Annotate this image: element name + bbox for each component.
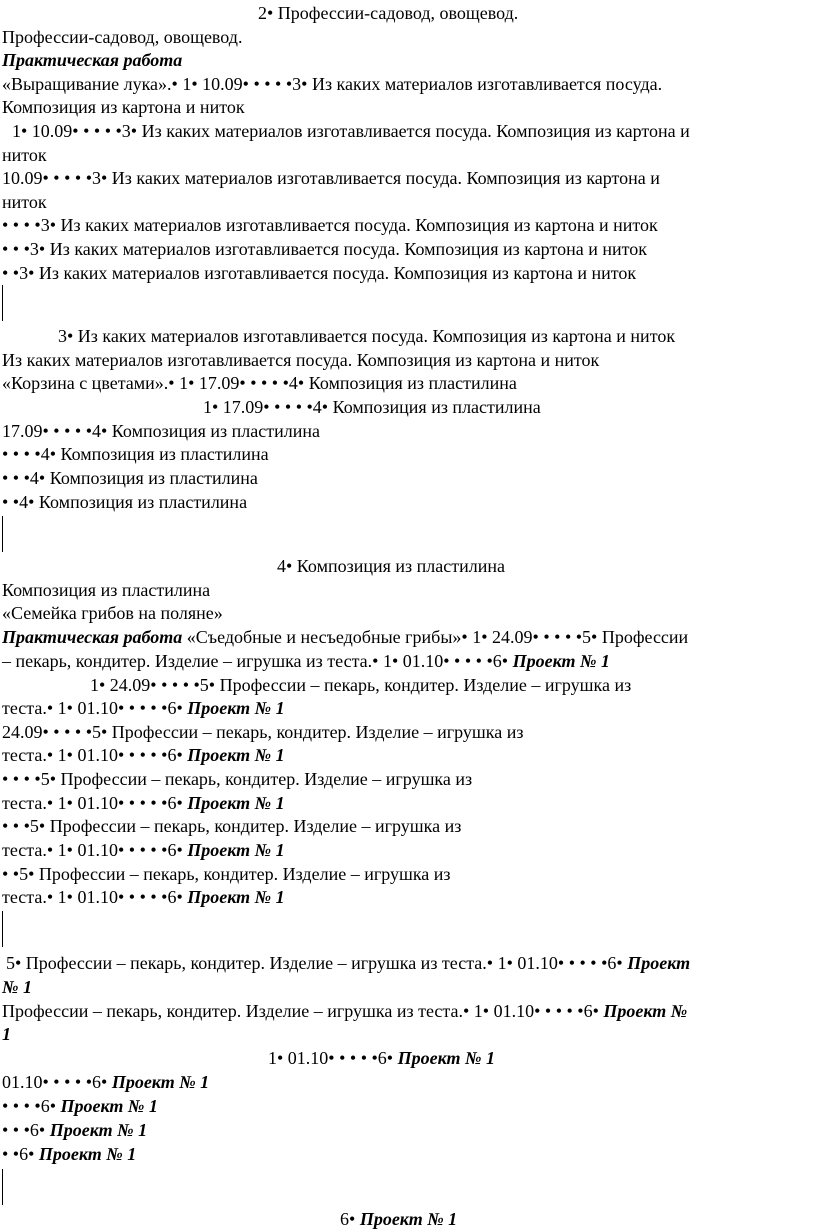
text-line: теста.• 1• 01.10• • • • •6• Проект № 1 [2,745,285,765]
text-line: ниток [2,192,47,212]
text-line: • • • •5• Профессии – пекарь, кондитер. Изделие – игрушка из [2,769,473,789]
text-line: • • •4• Композиция из пластилина [2,468,258,488]
text-line: теста.• 1• 01.10• • • • •6• Проект № 1 [2,793,285,813]
margin-bar [2,1169,3,1205]
text-line: Композиция из пластилина [2,580,211,600]
text-line: • • •6• Проект № 1 [2,1120,148,1140]
text-line: • •5• Профессии – пекарь, кондитер. Изделие – игрушка из [2,864,451,884]
text-line: • • •5• Профессии – пекарь, кондитер. Изделие – игрушка из [2,816,462,836]
margin-bar [2,516,3,552]
text-line: Композиция из картона и ниток [2,97,245,117]
text-line: 2• Профессии-садовод, овощевод. [258,3,519,23]
text-line: – пекарь, кондитер. Изделие – игрушка из теста.• 1• 01.10• • • • •6• Проект № 1 [2,651,610,671]
text-line: 4• Композиция из пластилина [277,556,505,576]
text-line: 1 [2,1024,11,1044]
text-line: • • •3• Из каких материалов изготавливается посуда. Композиция из картона и ниток [2,239,647,259]
text-line: Практическая работа «Съедобные и несъедобные грибы»• 1• 24.09• • • • •5• Профессии [2,627,689,647]
text-line: • • • •3• Из каких материалов изготавливается посуда. Композиция из картона и ниток [2,215,658,235]
text-line: «Корзина с цветами».• 1• 17.09• • • • •4• Композиция из пластилина [2,373,517,393]
text-line: 1• 10.09• • • • •3• Из каких материалов изготавливается посуда. Композиция из картона и [12,121,690,141]
text-line: 1• 24.09• • • • •5• Профессии – пекарь, кондитер. Изделие – игрушка из [90,675,632,695]
text-line: Профессии – пекарь, кондитер. Изделие – игрушка из теста.• 1• 01.10• • • • •6• Проект № [2,1001,688,1021]
text-line: № 1 [2,977,32,997]
text-line: • • • •6• Проект № 1 [2,1096,158,1116]
text-line: «Семейка грибов на поляне» [2,603,223,623]
text-line: 1• 17.09• • • • •4• Композиция из пластилина [203,397,541,417]
text-line: теста.• 1• 01.10• • • • •6• Проект № 1 [2,887,285,907]
text-line: 6• Проект № 1 [340,1209,458,1229]
text-line: • • • •4• Композиция из пластилина [2,444,269,464]
text-line: 10.09• • • • •3• Из каких материалов изготавливается посуда. Композиция из картона и [2,168,660,188]
text-line: 1• 01.10• • • • •6• Проект № 1 [268,1048,495,1068]
text-line: теста.• 1• 01.10• • • • •6• Проект № 1 [2,840,285,860]
text-line: 17.09• • • • •4• Композиция из пластилина [2,421,320,441]
text-line: «Выращивание лука».• 1• 10.09• • • • •3• Из каких материалов изготавливается посуда. [2,74,663,94]
text-line: ниток [2,145,47,165]
text-line: теста.• 1• 01.10• • • • •6• Проект № 1 [2,698,285,718]
margin-bar [2,911,3,947]
text-line: Из каких материалов изготавливается посуда. Композиция из картона и ниток [2,350,600,370]
text-line: 5• Профессии – пекарь, кондитер. Изделие – игрушка из теста.• 1• 01.10• • • • •6• Проект [6,953,691,973]
text-line: • •3• Из каких материалов изготавливается посуда. Композиция из картона и ниток [2,263,637,283]
text-line: Профессии-садовод, овощевод. [2,27,243,47]
text-line: 24.09• • • • •5• Профессии – пекарь, кондитер. Изделие – игрушка из [2,722,524,742]
margin-bar [2,285,3,321]
text-line: 3• Из каких материалов изготавливается посуда. Композиция из картона и ниток [58,326,676,346]
text-line: • •4• Композиция из пластилина [2,492,248,512]
text-line: Практическая работа [2,50,183,70]
text-line: 01.10• • • • •6• Проект № 1 [2,1072,210,1092]
text-line: • •6• Проект № 1 [2,1144,137,1164]
